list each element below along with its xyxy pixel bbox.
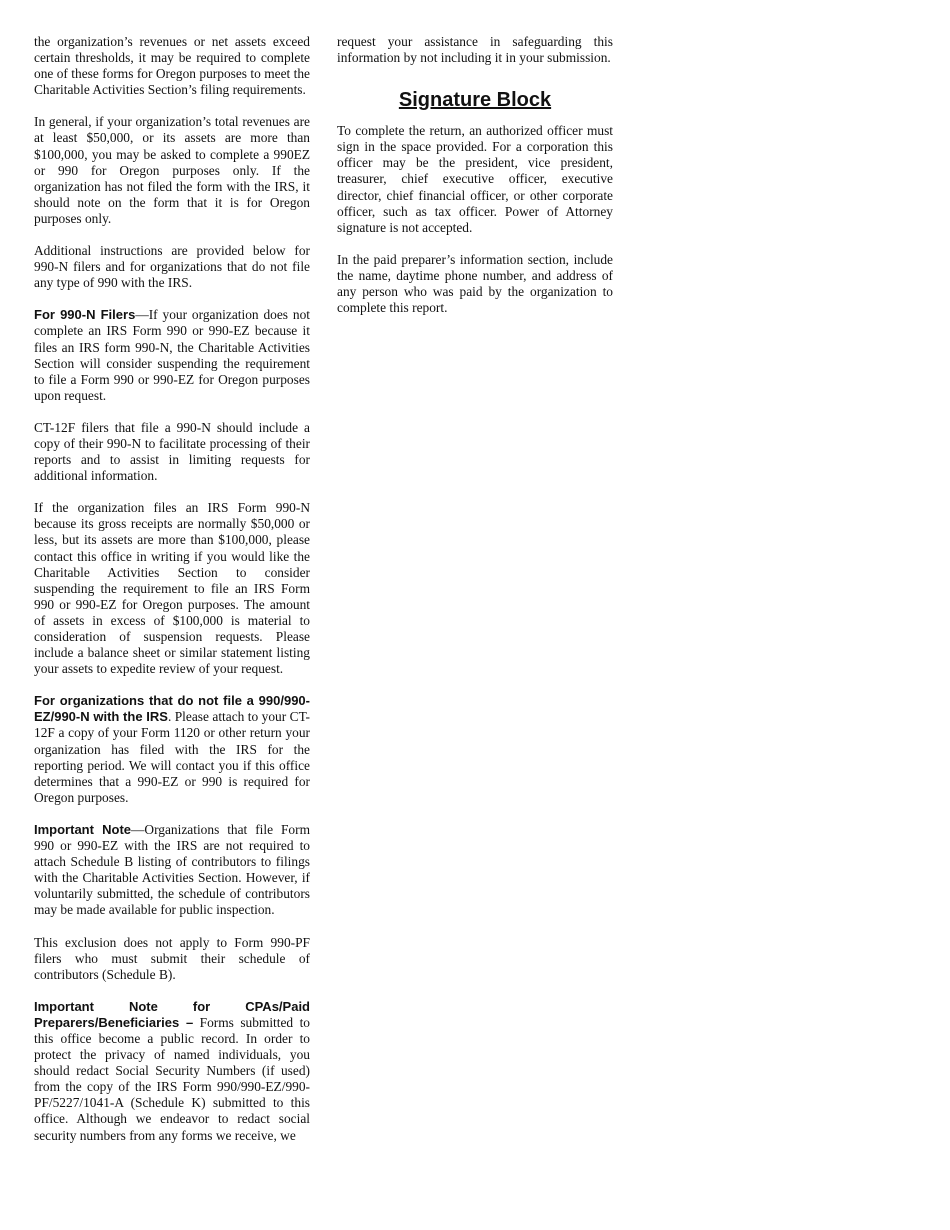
paragraph-authorized-officer: To complete the return, an authorized officer must sign in the space provided. For a corporation this officer may be the president, vice president, treasurer, chief executive officer, executive director, chief financial officer, or other corporate officer, such as tax officer. Power of Attorney signature is not accepted. xyxy=(337,123,613,235)
paragraph-important-note xyxy=(34,822,310,919)
paragraph-general-revenues: In general, if your organization’s total revenues are at least $50,000, or its assets are more than $100,000, you may be asked to complete a 990EZ or 990 for Oregon purposes only. If the organization has not filed the form with the IRS, it should note on the form that it is for Oregon purposes only. xyxy=(34,114,310,226)
paragraph-ct12f-filers: CT-12F filers that file a 990-N should include a copy of their 990-N to facilitate processing of their reports and to assist in limiting requests for additional information. xyxy=(34,419,310,484)
paragraph-thresholds: the organization’s revenues or net assets exceed certain thresholds, it may be required to complete one of these forms for Oregon purposes to meet the Charitable Activities Section’s filing requirements. xyxy=(34,34,310,98)
text-990n-filers: —If your organization does not complete an IRS Form 990 or 990-EZ because it files an IRS form 990-N, the Charitable Activities Section will consider suspending the requirement to file a Form 990 or 990-EZ for Oregon purposes upon request. xyxy=(34,307,310,403)
heading-990n-filers: For 990-N Filers xyxy=(34,307,136,323)
heading-non-filers: For organizations that do not file a 990/990-EZ/990-N with the IRS xyxy=(34,693,310,725)
paragraph-safeguarding: request your assistance in safeguarding this information by not including it in your submission. xyxy=(337,34,613,66)
paragraph-non-filers xyxy=(34,693,310,806)
paragraph-cpa-note xyxy=(34,999,310,1144)
paragraph-990n-assets: If the organization files an IRS Form 990-N because its gross receipts are normally $50,000 or less, but its assets are more than $100,000, please contact this office in writing if you would like the Charitable Activities Section to consider suspending the requirement to file an IRS Form 990 or 990-EZ for Oregon purposes. The amount of assets in excess of $100,000 is material to consideration of suspension requests. Please include a balance sheet or similar statement listing your assets to expedite review of your request. xyxy=(34,500,310,677)
paragraph-paid-preparer: In the paid preparer’s information section, include the name, daytime phone number, and address of any person who was paid by the organization to complete this report. xyxy=(337,251,613,316)
section-title-signature-block: Signature Block xyxy=(398,89,552,112)
text-important-note: —Organizations that file Form 990 or 990-EZ with the IRS are not required to attach Schedule B listing of contributors to filings with the Charitable Activities Section. However, if voluntarily submitted, the schedule of contributors may be made available for public inspection. xyxy=(34,821,310,918)
text-non-filers: . Please attach to your CT-12F a copy of your Form 1120 or other return your organization has filed with the IRS for the reporting period. We will contact you if this office determines that a 990-EZ or 990 is required for Oregon purposes. xyxy=(34,709,310,805)
paragraph-990n-filers xyxy=(34,307,310,404)
heading-cpa-note: Important Note for CPAs/Paid Preparers/Beneficiaries – xyxy=(34,998,310,1030)
right-column xyxy=(337,34,613,332)
paragraph-exclusion: This exclusion does not apply to Form 990-PF filers who must submit their schedule of contributors (Schedule B). xyxy=(34,934,310,982)
heading-important-note: Important Note xyxy=(34,821,132,837)
paragraph-additional-instructions: Additional instructions are provided below for 990-N filers and for organizations that do not file any type of 990 with the IRS. xyxy=(34,243,310,291)
text-cpa-note: Forms submitted to this office become a public record. In order to protect the privacy of named individuals, you should redact Social Security Numbers (if used) from the copy of the IRS Form 990/990-EZ/990-PF/5227/1041-A (Schedule K) submitted to this office. Although we endeavor to redact social security numbers from any forms we receive, we xyxy=(34,1014,310,1143)
left-column xyxy=(34,34,310,1160)
